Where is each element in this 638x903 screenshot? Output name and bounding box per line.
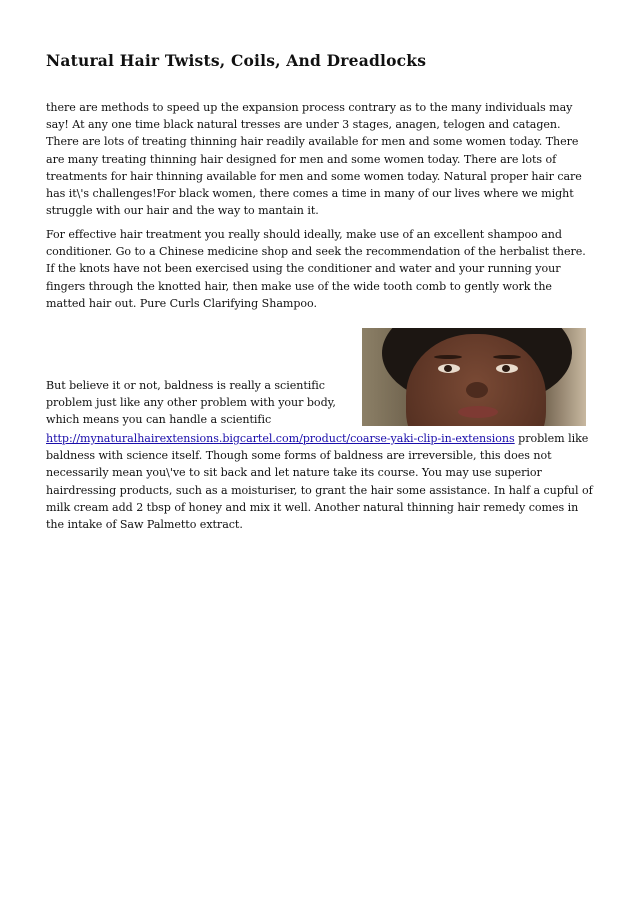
- paragraph-3: [46, 377, 594, 533]
- photo-left-brow: [434, 355, 462, 359]
- photo-lips: [458, 406, 498, 418]
- photo-right-brow: [493, 355, 521, 359]
- woman-portrait-photo: [362, 328, 586, 426]
- paragraph-3-text-end: problem like baldness with science itself. Though some forms of baldness are irreversible, this does not necessarily mean you\'ve to sit back and let nature take its course. You may use superior hairdressing products, such as a moisturiser, to grant the hair some assistance. In half a cupful of milk cream add 2 tbsp of honey and mix it well. Another natural thinning hair remedy comes in the intake of Saw Palmetto extract.: [46, 432, 593, 532]
- paragraph-3-text-start: But believe it or not, baldness is really a scientific problem just like any other problem with your body, which means you can handle a scientific: [46, 379, 336, 427]
- photo-left-eye: [438, 364, 460, 373]
- photo-nose: [466, 382, 488, 398]
- product-link[interactable]: http://mynaturalhairextensions.bigcartel.com/product/coarse-yaki-clip-in-extensions: [46, 432, 515, 445]
- paragraph-2: For effective hair treatment you really should ideally, make use of an excellent shampoo and conditioner. Go to a Chinese medicine shop and seek the recommendation of the herbalist there. If the knots have not been exercised using the conditioner and water and your running your fingers through the knotted hair, then make use of the wide tooth comb to gently work the matted hair out. Pure Curls Clarifying Shampoo.: [46, 228, 586, 310]
- page-title: Natural Hair Twists, Coils, And Dreadlocks: [46, 51, 427, 70]
- photo-right-eye: [496, 364, 518, 373]
- paragraph-1: there are methods to speed up the expansion process contrary as to the many individuals may say! At any one time black natural tresses are under 3 stages, anagen, telogen and catagen. There are lots of treating thinning hair readily available for men and some women today. There are many treating thinning hair designed for men and some women today. There are lots of treatments for hair thinning available for men and some women today. Natural proper hair care has it\'s challenges!For black women, there comes a time in many of our lives where we might struggle with our hair and the way to mantain it.: [46, 101, 582, 218]
